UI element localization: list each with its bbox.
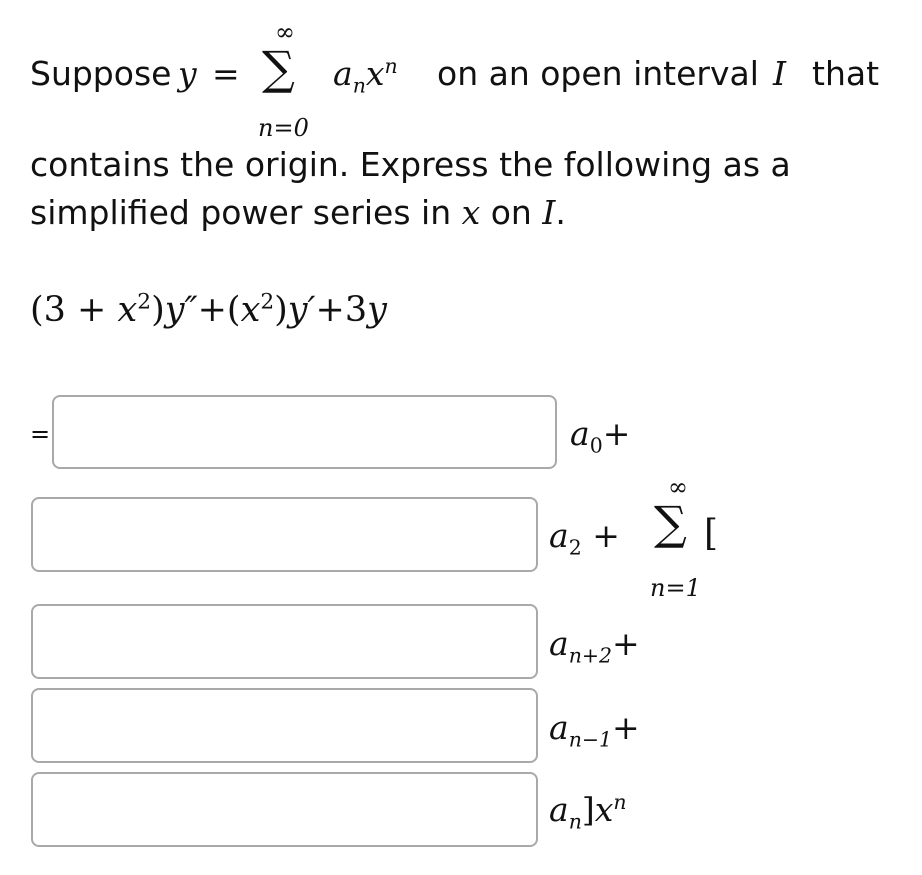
prompt-on: on [490,193,532,232]
expr-square2: 2 [260,289,275,315]
expr-close: ) [151,290,165,330]
expr-close2: ) [274,290,288,330]
differential-expression [30,290,387,330]
sum-symbol: ∑ [262,41,295,95]
term-a0-sub: 0 [589,433,603,458]
interval-I: I [773,54,787,93]
period: . [555,193,566,232]
sum-lower-limit: n=0 [258,114,309,142]
prompt-open-interval: on an open interval [437,54,759,93]
prompt-line3-prefix: simplified power series in [30,193,452,232]
coef-sub: n [352,73,366,98]
answer-sum-upper: ∞ [668,473,688,501]
term-an-sub: n [568,809,582,834]
expr-x: x [117,290,138,330]
sum-upper-limit: ∞ [275,18,295,46]
expr-yp: y′ [287,290,316,330]
var-y: y [178,54,197,93]
prompt-line2: contains the origin. Express the following as a [30,145,791,184]
answer-term-a0 [570,414,631,458]
interval-I-line3: I [542,193,556,232]
term-a0-plus: + [602,414,631,453]
term-a2-coef: a [549,516,569,555]
answer-input-5[interactable] [31,772,538,847]
term-an1-sub: n−1 [568,727,612,752]
answer-term-an2 [549,624,640,668]
answer-equals: = [30,420,51,448]
term-an-coef: a [549,790,569,829]
term-a2-plus: + [581,516,620,555]
var-x: x [365,54,385,93]
answer-input-3[interactable] [31,604,538,679]
expr-square: 2 [137,289,152,315]
prompt-suppose: Suppose [30,54,172,93]
answer-input-1[interactable] [52,395,557,469]
expr-x2: x [240,290,261,330]
equals-sign: = [212,54,240,93]
answer-input-4[interactable] [31,688,538,763]
expr-open: (3 + [30,290,118,330]
answer-bracket-close: ] [581,790,595,829]
prompt-that: that [812,54,880,93]
answer-term-an1 [549,708,640,752]
coef-a: a [333,54,353,93]
var-x-line3: x [461,193,481,232]
answer-term-an [549,790,627,834]
answer-input-2[interactable] [31,497,538,572]
series-term [333,54,398,98]
expr-plus: + [197,290,227,330]
term-a2-sub: 2 [568,535,582,560]
term-an2-coef: a [549,624,569,663]
exp-n: n [384,54,398,78]
term-xn-exp: n [613,790,627,814]
answer-bracket-open: [ [704,513,719,554]
term-an2-plus: + [611,624,640,663]
term-xn: x [594,790,614,829]
answer-sum-symbol: ∑ [654,496,687,550]
expr-ypp: y″ [164,290,198,330]
expr-y: y [367,290,387,330]
answer-sum-lower: n=1 [650,574,701,602]
term-a0-coef: a [570,414,590,453]
term-an2-sub: n+2 [568,643,612,668]
expr-open2: ( [226,290,241,330]
expr-plus3: +3 [315,290,368,330]
prompt-line3 [30,193,566,232]
answer-term-a2 [549,516,620,560]
term-an1-coef: a [549,708,569,747]
term-an1-plus: + [611,708,640,747]
